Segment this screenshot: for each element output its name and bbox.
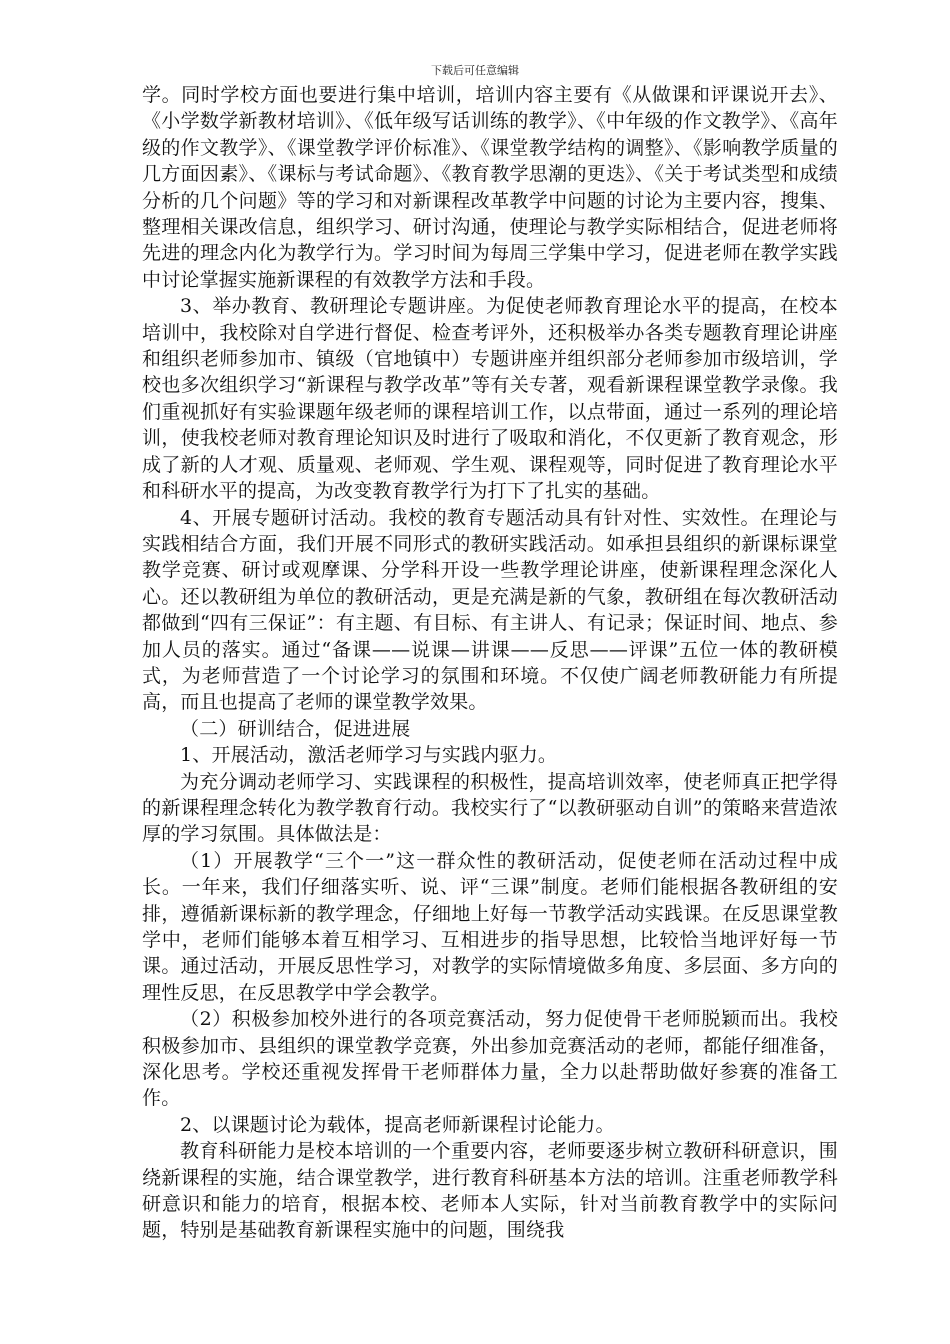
paragraph-seminars: 4、开展专题研讨活动。我校的教育专题活动具有针对性、实效性。在理论与实践相结合方面，我们开展不同形式的教研实践活动。如承担县组织的新课标课堂教学竞赛、研讨或观摩课、分学科开设一些教学理论讲座，使新课程理念深化人心。还以教研组为单位的教研活动，更是充满是新的气象，教研组在每次教研活动都做到“四有三保证”：有主题、有目标、有主讲人、有记录；保证时间、地点、参加人员的落实。通过“备课——说课—讲课——反思——评课”五位一体的教研模式，为老师营造了一个讨论学习的氛围和环境。不仅使广阔老师教研能力有所提高，而且也提高了老师的课堂教学效果。 bbox=[142, 506, 838, 714]
paragraph-continuation: 学。同时学校方面也要进行集中培训，培训内容主要有《从做课和评课说开去》、《小学数学新教材培训》、《低年级写话训练的教学》、《中年级的作文教学》、《高年级的作文教学》、《课堂教学评价标准》、《课堂教学结构的调整》、《影响教学质量的几方面因素》、《课标与考试命题》、《教育教学思潮的更迭》、《关于考试类型和成绩分析的几个问题》等的学习和对新课程改革教学中问题的讨论为主要内容，搜集、整理相关课改信息，组织学习、研讨沟通，使理论与教学实际相结合，促进老师将先进的理念内化为教学行为。学习时间为每周三学集中学习，促进老师在教学实践中讨论掌握实施新课程的有效教学方法和手段。 bbox=[142, 84, 838, 291]
section-heading: （二）研训结合，促进进展 bbox=[180, 717, 411, 740]
paragraph-motivation: 为充分调动老师学习、实践课程的积极性，提高培训效率，使老师真正把学得的新课程理念转化为教学教育行动。我校实行了“以教研驱动自训”的策略来营造浓厚的学习氛围。具体做法是： bbox=[142, 770, 838, 846]
paragraph-lectures: 3、举办教育、教研理论专题讲座。为促使老师教育理论水平的提高，在校本培训中，我校除对自学进行督促、检查考评外，还积极举办各类专题教育理论讲座和组织老师参加市、镇级（官地镇中）专题讲座并组织部分老师参加市级培训，学校也多次组织学习“新课程与教学改革”等有关专著，观看新课程课堂教学录像。我们重视抓好有实验课题年级老师的课程培训工作，以点带面，通过一系列的理论培训，使我校老师对教育理论知识及时进行了吸取和消化，不仅更新了教育观念，形成了新的人才观、质量观、老师观、学生观、课程观等，同时促进了教育理论水平和科研水平的提高，为改变教育教学行为打下了扎实的基础。 bbox=[142, 295, 838, 503]
page-header-note: 下载后可任意编辑 bbox=[431, 64, 519, 77]
subsection-heading: 2、以课题讨论为载体，提高老师新课程讨论能力。 bbox=[180, 1113, 615, 1136]
paragraph-item-1: （1）开展教学“三个一”这一群众性的教研活动，促使老师在活动过程中成长。一年来，我们仔细落实听、说、评“三课”制度。老师们能根据各教研组的安排，遵循新课标新的教学理念，仔细地上好每一节教学活动实践课。在反思课堂教学中，老师们能够本着互相学习、互相进步的指导思想，比较恰当地评好每一节课。通过活动，开展反思性学习，对教学的实际情境做多角度、多层面、多方向的理性反思，在反思教学中学会教学。 bbox=[142, 849, 838, 1004]
paragraph-research: 教育科研能力是校本培训的一个重要内容，老师要逐步树立教研科研意识，围绕新课程的实施，结合课堂教学，进行教育科研基本方法的培训。注重老师教学科研意识和能力的培育，根据本校、老师本人实际，针对当前教育教学中的实际问题，特别是基础教育新课程实施中的问题，围绕我 bbox=[142, 1140, 838, 1242]
subsection-heading: 1、开展活动，激活老师学习与实践内驱力。 bbox=[180, 744, 558, 767]
document-body bbox=[142, 82, 838, 1244]
paragraph-item-2: （2）积极参加校外进行的各项竞赛活动，努力促使骨干老师脱颖而出。我校积极参加市、县组织的课堂教学竞赛，外出参加竞赛活动的老师，都能仔细准备，深化思考。学校还重视发挥骨干老师群体力量，全力以赴帮助做好参赛的准备工作。 bbox=[142, 1008, 838, 1110]
